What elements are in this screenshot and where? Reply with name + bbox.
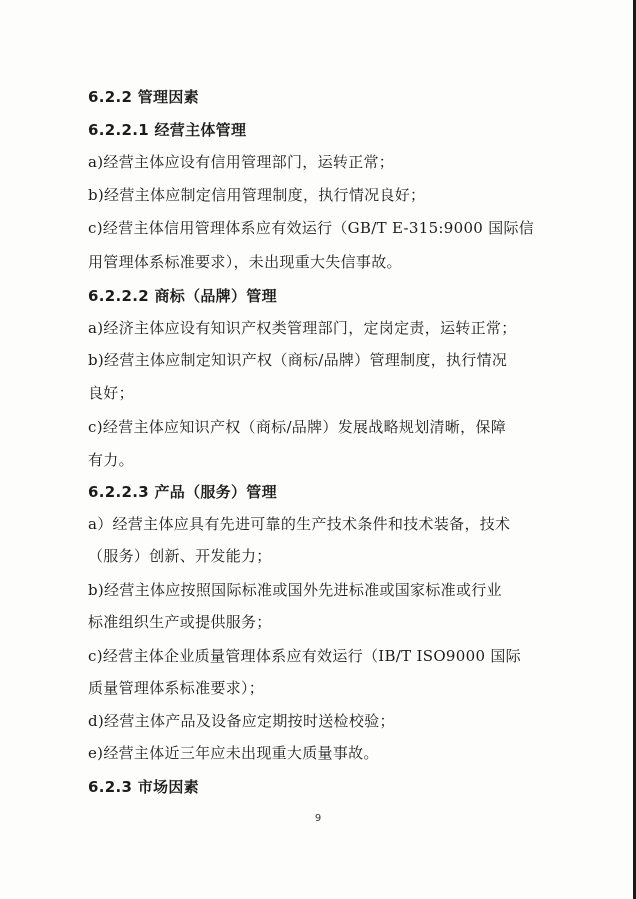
subsection-heading-6-2-2-3: 6.2.2.3 产品（服务）管理: [88, 483, 277, 501]
list-item-c1-line2: 用管理体系标准要求），未出现重大失信事故。: [88, 253, 402, 271]
subsection-heading-6-2-2-1: 6.2.2.1 经营主体管理: [88, 121, 247, 139]
list-item-c2-line2: 有力。: [88, 451, 134, 469]
section-heading-6-2-2: 6.2.2 管理因素: [88, 88, 199, 106]
list-item-b3-line2: 标准组织生产或提供服务；: [88, 613, 272, 631]
list-item-b1: b)经营主体应制定信用管理制度，执行情况良好；: [88, 186, 426, 204]
list-item-a3-line1: a）经营主体应具有先进可靠的生产技术条件和技术装备，技术: [88, 515, 511, 533]
list-item-e3: e)经营主体近三年应未出现重大质量事故。: [88, 744, 379, 762]
subsection-heading-6-2-2-2: 6.2.2.2 商标（品牌）管理: [88, 287, 277, 305]
list-item-b2-line2: 良好；: [88, 384, 134, 402]
list-item-b2-line1: b)经营主体应制定知识产权（商标/品牌）管理制度，执行情况: [88, 351, 508, 369]
list-item-c3-line1: c)经营主体企业质量管理体系应有效运行（IB/T ISO9000 国际: [88, 647, 521, 665]
list-item-d3: d)经营主体产品及设备应定期按时送检校验；: [88, 712, 395, 730]
list-item-a3-line2: （服务）创新、开发能力；: [88, 547, 272, 565]
list-item-c2-line1: c)经营主体应知识产权（商标/品牌）发展战略规划清晰，保障: [88, 418, 507, 436]
list-item-c3-line2: 质量管理体系标准要求）；: [88, 679, 265, 697]
list-item-a1: a)经营主体应设有信用管理部门，运转正常；: [88, 153, 395, 171]
list-item-c1-line1: c)经营主体信用管理体系应有效运行（GB/T E-315:9000 国际信: [88, 219, 535, 237]
list-item-a2: a)经济主体应设有知识产权类管理部门，定岗定责，运转正常；: [88, 319, 517, 337]
list-item-b3-line1: b)经营主体应按照国际标准或国外先进标准或国家标准或行业: [88, 581, 502, 599]
page-number: 9: [314, 813, 322, 824]
section-heading-6-2-3: 6.2.3 市场因素: [88, 778, 199, 796]
